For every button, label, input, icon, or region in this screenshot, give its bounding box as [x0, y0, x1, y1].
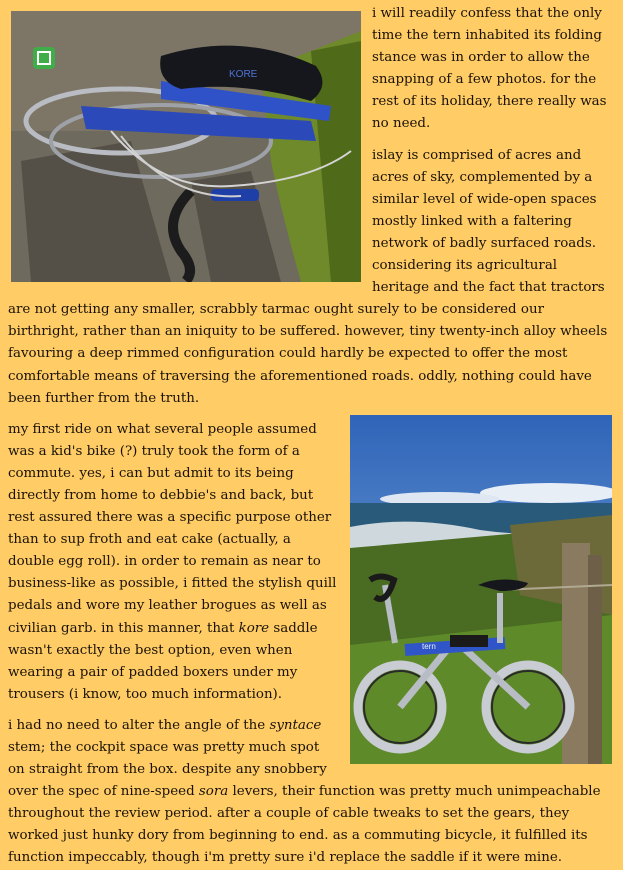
frame-logo-text: tern	[422, 641, 436, 651]
folded-bike-photo	[11, 11, 361, 282]
syntace-emphasis: syntace	[269, 717, 322, 733]
paragraph-islay-roads: islay is comprised of acres and acres of sky, complemented by a similar level of wide-open spaces mostly linked with a faltering network of badly surfaced roads. considering its agricultural heritage and the fact that tractors are not getting any smaller, scrabbly tarmac ought surely to be considered our birthright, rather than an iniquity to be suffered. however, tiny twenty-inch alloy wheels favouring a deep rimmed configuration could hardly be expected to offer the most comfortable means of traversing the aforementioned roads. oddly, nothing could have been further from the truth.	[8, 147, 608, 406]
cockpit-text-a: i had no need to alter the angle of the	[8, 717, 270, 733]
saddle-logo-text: KORE	[229, 69, 258, 80]
paragraph-folding-stance: i will readily confess that the only time the tern inhabited its folding stance was in order to allow the snapping of a few photos. for the rest of its holiday, there really was no need.	[372, 6, 607, 132]
cockpit-text-b: stem; the cockpit space was pretty much spot on straight from the box. despite any snobbery over the spec of nine-speed	[8, 740, 327, 800]
coastal-bike-photo	[350, 415, 612, 764]
first-ride-text-a: my first ride on what several people assumed was a kid's bike (?) truly took the form of a commute. yes, i can but admit to its being directly from home to debbie's and back, but rest assured there was a specific purpose other than to sup froth and eat cake (actually, a double egg roll). in order to remain as near to business-like as possible, i fitted the stylish quill pedals and wore my leather brogues as well as civilian garb. in this manner, that	[8, 421, 337, 636]
cockpit-text-c: levers, their function was pretty much unimpeachable throughout the review period. after a couple of cable tweaks to set the gears, they worked just hunky dory from beginning to end. as a commuting bicycle, it fulfilled its function impeccably, though i'm pretty sure i'd replace the saddle if it were mine.	[8, 784, 601, 866]
kore-emphasis: kore	[238, 620, 270, 636]
sora-emphasis: sora	[198, 784, 229, 800]
first-ride-text-b: saddle wasn't exactly the best option, even when wearing a pair of padded boxers under my trousers (i know, too much information).	[8, 620, 318, 702]
